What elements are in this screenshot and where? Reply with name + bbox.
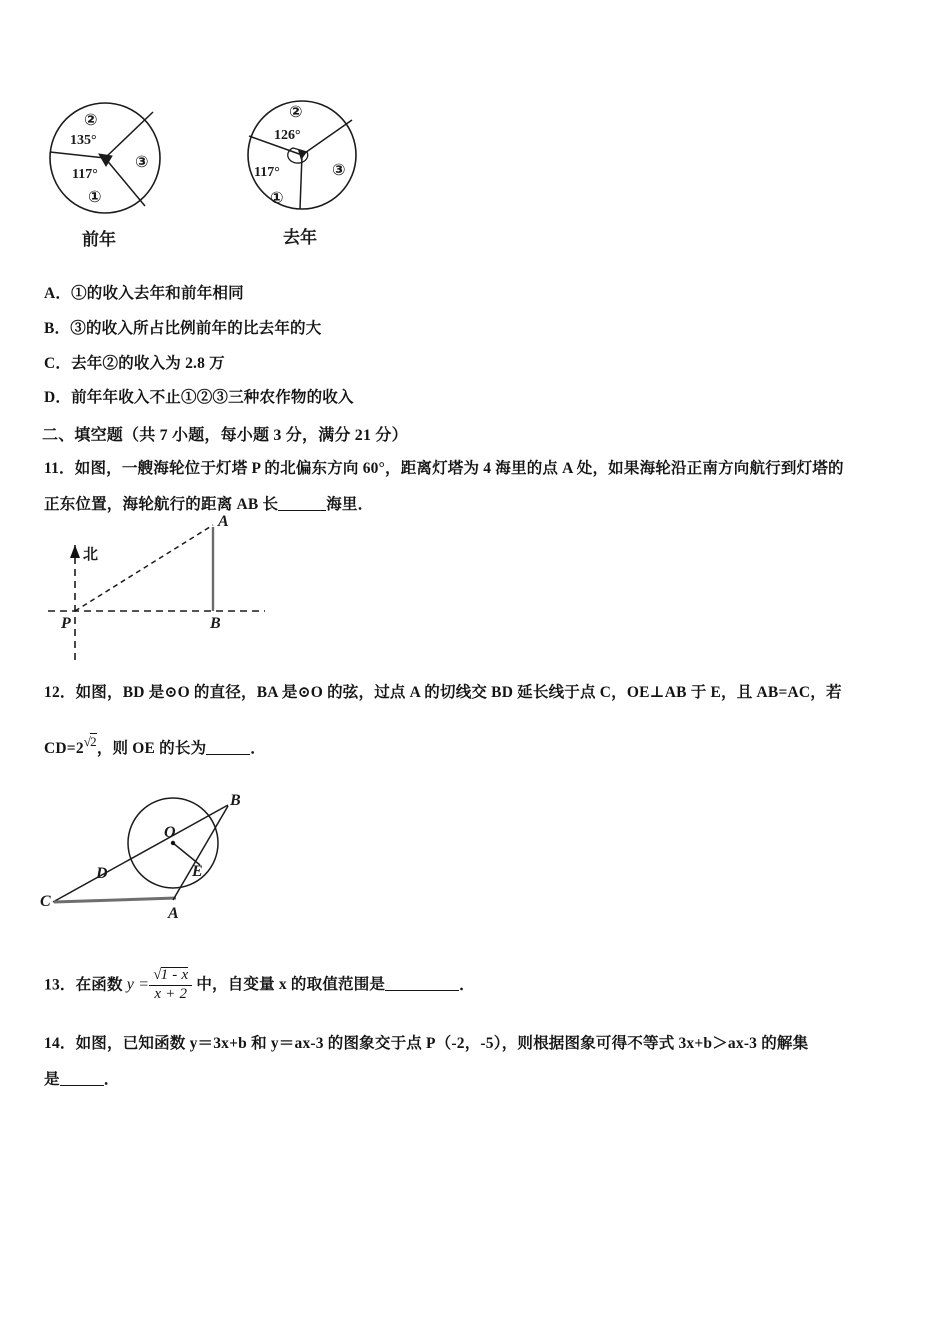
choice-b[interactable] (44, 321, 321, 337)
question-12-text-pre: CD=2 (44, 740, 84, 757)
sqrt-symbol-cd: √2 (83, 734, 97, 749)
question-12-text: 如图，BD 是⊙O 的直径，BA 是⊙O 的弦，过点 A 的切线交 BD 延长线于点 C，OE⊥AB 于 E，且 AB=AC，若 (75, 684, 842, 701)
pie-left-angle-117: 117° (72, 167, 98, 182)
question-12-number: 12． (44, 684, 76, 701)
question-14-text: 如图，已知函数 y＝3x+b 和 y＝ax‑3 的图象交于点 P（‑2，‑5），则根据图象可得不等式 3x+b＞ax‑3 的解集 (75, 1035, 809, 1052)
fraction-numerator: √1 - x (149, 967, 192, 986)
question-13-text-mid: 中，自变量 x 的取值范围是 (196, 976, 386, 994)
question-11-text-post: 海里． (326, 496, 374, 513)
question-13-text-pre: 在函数 (75, 976, 123, 994)
choice-c[interactable] (44, 356, 225, 372)
question-11-number: 11． (44, 460, 75, 477)
sqrt-radicand-q13: 1 - x (160, 967, 189, 983)
question-14-text-post: ． (103, 1071, 120, 1088)
answer-blank-12[interactable] (206, 739, 250, 755)
question-13-fraction (149, 967, 192, 1003)
question-12-figure (40, 780, 290, 930)
circle-tangent-diagram-svg (40, 780, 290, 930)
section-heading: 二、填空题（共 7 小题，每小题 3 分，满分 21 分） (42, 427, 408, 444)
pie-right-caption: 去年 (283, 228, 317, 248)
pie-right-segment-label-2: ② (289, 104, 303, 121)
north-direction-label: 北 (83, 545, 99, 563)
question-13-text-post: ． (459, 976, 475, 994)
circle-point-label-c: C (40, 893, 51, 910)
pie-right-segment-label-3: ③ (332, 162, 346, 179)
answer-blank-14[interactable] (60, 1070, 104, 1086)
point-label-a: A (218, 513, 229, 530)
pie-left-segment-label-2: ② (84, 112, 98, 129)
question-11-text-pre: 正东位置，海轮航行的距离 AB 长 (44, 496, 279, 513)
pie-left-segment-label-3: ③ (135, 154, 149, 171)
circle-point-label-e: E (192, 863, 203, 880)
circle-point-label-o: O (164, 824, 176, 841)
pie-chart-figure-group (40, 80, 400, 255)
choice-b-text: ③的收入所占比例前年的比去年的大 (70, 320, 322, 337)
question-13 (44, 968, 475, 1004)
pie-right-segment-label-1: ① (270, 190, 284, 207)
pie-left-angle-135: 135° (70, 133, 97, 148)
question-12-text-post: ． (250, 740, 266, 757)
sqrt-radicand-cd: 2 (90, 734, 97, 749)
fraction-denominator: x + 2 (154, 985, 188, 1002)
question-11-line-1 (44, 456, 844, 478)
question-14-text-pre: 是 (44, 1071, 60, 1088)
choice-c-key: C． (44, 355, 72, 372)
choice-a-key: A． (44, 285, 72, 302)
choice-d-text: 前年年收入不止①②③三种农作物的收入 (71, 389, 354, 406)
question-14-number: 14． (44, 1035, 76, 1052)
choice-d[interactable] (44, 390, 354, 406)
question-14-line-2 (44, 1067, 119, 1089)
question-11-figure (40, 505, 300, 665)
choice-a[interactable] (44, 286, 244, 302)
choice-d-key: D． (44, 389, 72, 406)
point-label-p: P (61, 615, 71, 632)
circle-point-label-b: B (230, 792, 241, 809)
question-12-line-2 (44, 736, 266, 758)
circle-point-label-d: D (96, 865, 108, 882)
question-11-text: 如图，一艘海轮位于灯塔 P 的北偏东方向 60°，距离灯塔为 4 海里的点 A 处，如果海轮沿正南方向航行到灯塔的 (74, 460, 844, 477)
choice-b-key: B． (44, 320, 71, 337)
choice-c-text: 去年②的收入为 2.8 万 (71, 355, 225, 372)
pie-right-angle-126: 126° (274, 128, 301, 143)
pie-right-angle-117: 117° (254, 165, 280, 180)
question-13-formula-lhs: y = (126, 976, 150, 994)
pie-left-segment-label-1: ① (88, 189, 102, 206)
pie-left-caption: 前年 (82, 230, 116, 250)
question-14-line-1 (44, 1031, 808, 1053)
question-12-text-mid: ，则 OE 的长为 (96, 740, 207, 757)
answer-blank-13[interactable] (385, 976, 459, 992)
circle-point-label-a: A (168, 905, 179, 922)
choice-a-text: ①的收入去年和前年相同 (71, 285, 244, 302)
bearing-diagram-svg (40, 505, 300, 665)
question-13-number: 13． (44, 976, 76, 994)
question-12-line-1 (44, 680, 842, 702)
point-label-b: B (210, 615, 221, 632)
